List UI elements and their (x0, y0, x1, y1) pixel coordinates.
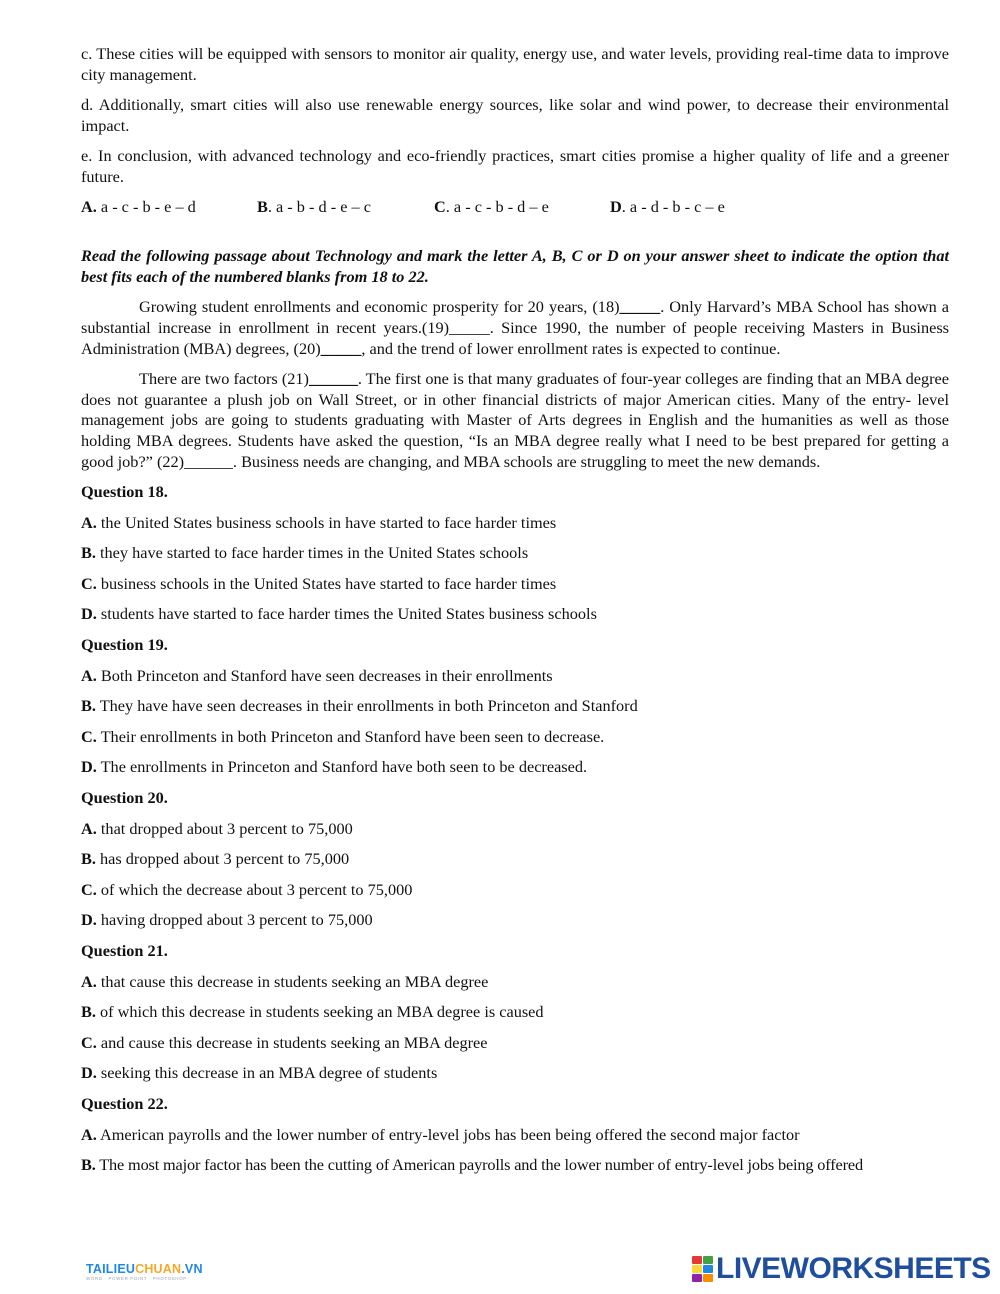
ordering-option-a[interactable]: A. a - c - b - e – d (81, 196, 196, 216)
tailieuchuan-logo[interactable]: TAILIEUCHUAN.VN WORD · POWER POINT · PHOTOSHOP (86, 1262, 203, 1281)
liveworksheets-logo-icon (692, 1256, 713, 1282)
ordering-options (81, 197, 949, 218)
worksheet-page (81, 44, 949, 1186)
liveworksheets-logo[interactable] (692, 1254, 991, 1284)
ordering-option-c[interactable]: C. a - c - b - d – e (434, 196, 549, 216)
option-20-c[interactable]: C. of which the decrease about 3 percent to 75,000 (81, 879, 413, 899)
option-18-a[interactable]: A. the United States business schools in have started to face harder times (81, 512, 557, 532)
ordering-item-c: c. These cities will be equipped with sensors to monitor air quality, energy use, and water levels, providing real-time data to improve city management. (81, 44, 949, 84)
option-19-c[interactable]: C. Their enrollments in both Princeton and Stanford have been seen to decrease. (81, 726, 605, 746)
blank-18[interactable]: _____ (619, 297, 661, 317)
option-22-a[interactable]: A. American payrolls and the lower number of entry-level jobs has been being offered the second major factor (81, 1124, 800, 1144)
tailieuchuan-tagline: WORD · POWER POINT · PHOTOSHOP (86, 1276, 187, 1281)
question-title: Question 22. (81, 1093, 168, 1113)
question-21 (81, 941, 949, 1084)
option-20-d[interactable]: D. having dropped about 3 percent to 75,000 (81, 910, 373, 930)
question-title: Question 19. (81, 635, 168, 655)
ordering-item-e: e. In conclusion, with advanced technology and eco-friendly practices, smart cities promise a higher quality of life and a greener future. (81, 146, 949, 186)
option-18-b[interactable]: B. they have started to face harder times in the United States schools (81, 543, 529, 563)
ordering-option-b[interactable]: B. a - b - d - e – c (257, 196, 371, 216)
question-20 (81, 788, 949, 931)
option-18-d[interactable]: D. students have started to face harder times the United States business schools (81, 604, 597, 624)
ordering-option-d[interactable]: D. a - d - b - c – e (610, 196, 725, 216)
option-19-a[interactable]: A. Both Princeton and Stanford have seen decreases in their enrollments (81, 665, 553, 685)
option-20-a[interactable]: A. that dropped about 3 percent to 75,000 (81, 818, 353, 838)
option-21-b[interactable]: B. of which this decrease in students seeking an MBA degree is caused (81, 1002, 544, 1022)
section-instruction: Read the following passage about Technology and mark the letter A, B, C or D on your answer sheet to indicate the option that best fits each of the numbered blanks from 18 to 22. (81, 246, 949, 286)
question-title: Question 20. (81, 788, 168, 808)
liveworksheets-wordmark: LIVEWORKSHEETS (716, 1252, 991, 1285)
option-21-a[interactable]: A. that cause this decrease in students seeking an MBA degree (81, 971, 489, 991)
option-19-b[interactable]: B. They have have seen decreases in their enrollments in both Princeton and Stanford (81, 696, 638, 716)
blank-21[interactable]: ______ (308, 369, 358, 389)
ordering-item-d: d. Additionally, smart cities will also use renewable energy sources, like solar and wind power, to decrease their environmental impact. (81, 95, 949, 135)
option-18-c[interactable]: C. business schools in the United States have started to face harder times (81, 573, 557, 593)
option-19-d[interactable]: D. The enrollments in Princeton and Stanford have both seen to be decreased. (81, 757, 588, 777)
option-20-b[interactable]: B. has dropped about 3 percent to 75,000 (81, 849, 350, 869)
question-title: Question 18. (81, 482, 168, 502)
option-22-b[interactable]: B. The most major factor has been the cutting of American payrolls and the lower number of entry-level jobs being offered (81, 1155, 863, 1175)
passage-paragraph-2: There are two factors (21)______. The first one is that many graduates of four-year colleges are finding that an MBA degree does not guarantee a plush job on Wall Street, or in other financial districts of major American cities. Many of the entry- level management jobs are going to students graduating with Master of Arts degrees in English and the humanities as well as those holding MBA degrees. Students have asked the question, “Is an MBA degree really what I need to be best prepared for getting a good job?” (22)______. Business needs are changing, and MBA schools are struggling to meet the new demands. (81, 369, 949, 471)
question-19 (81, 635, 949, 778)
question-18 (81, 482, 949, 625)
passage-paragraph-1: Growing student enrollments and economic prosperity for 20 years, (18)_____. Only Harvard’s MBA School has shown a substantial increase in enrollment in recent years.(19)_____. Since 1990, the number of people receiving Masters in Business Administration (MBA) degrees, (20)_____, and the trend of lower enrollment rates is expected to continue. (81, 297, 949, 358)
question-title: Question 21. (81, 941, 168, 960)
question-22 (81, 1094, 949, 1176)
blank-20[interactable]: _____ (320, 338, 362, 358)
option-21-d[interactable]: D. seeking this decrease in an MBA degree of students (81, 1063, 438, 1083)
option-21-c[interactable]: C. and cause this decrease in students seeking an MBA degree (81, 1032, 488, 1052)
